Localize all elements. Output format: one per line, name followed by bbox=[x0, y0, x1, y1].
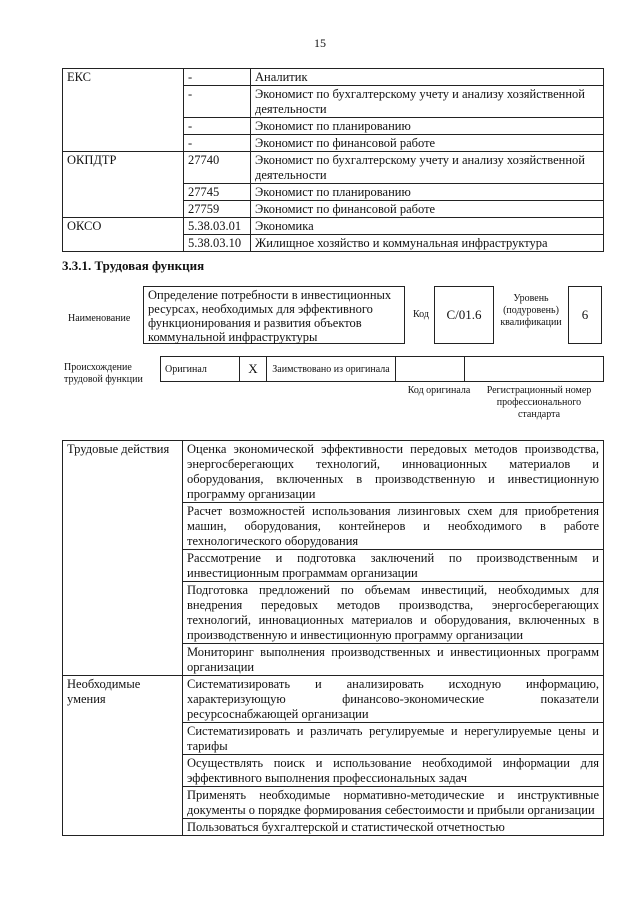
title-cell: Аналитик bbox=[251, 69, 604, 86]
code-cell: 5.38.03.01 bbox=[184, 218, 251, 235]
title-cell: Экономист по планированию bbox=[251, 184, 604, 201]
title-cell: Жилищное хозяйство и коммунальная инфраструктура bbox=[251, 235, 604, 252]
title-cell: Экономист по планированию bbox=[251, 118, 604, 135]
section-heading: 3.3.1. Трудовая функция bbox=[62, 258, 205, 273]
category-cell: Необходимые умения bbox=[63, 676, 183, 836]
group-cell: ОКСО bbox=[63, 218, 184, 252]
origin-code-label: Код оригинала bbox=[407, 385, 471, 396]
code-cell: 5.38.03.10 bbox=[184, 235, 251, 252]
labor-function-table bbox=[62, 440, 604, 836]
reg-number-label: Регистрационный номер профессионального стандарта bbox=[486, 385, 592, 420]
list-item: Расчет возможностей использования лизинговых схем для приобретения машин, оборудования, контейнеров и необходимого в работе технологического оборудования bbox=[183, 503, 604, 550]
reg-number-cell bbox=[465, 357, 604, 382]
title-cell: Экономист по финансовой работе bbox=[251, 201, 604, 218]
group-cell: ОКПДТР bbox=[63, 152, 184, 218]
group-cell: ЕКС bbox=[63, 69, 184, 152]
original-label: Оригинал bbox=[161, 357, 240, 382]
title-cell: Экономист по бухгалтерскому учету и анализу хозяйственной деятельности bbox=[251, 86, 604, 118]
list-item: Оценка экономической эффективности передовых методов производства, энергосберегающих технологий, инновационных материалов и оборудования, включенных в производственную и инвестиционную программу организации bbox=[183, 441, 604, 503]
classification-table bbox=[62, 68, 604, 252]
code-label: Код bbox=[413, 309, 429, 320]
table-row bbox=[63, 441, 604, 503]
table-row bbox=[63, 218, 604, 235]
level-label: Уровень (подуровень) квалификации bbox=[500, 293, 562, 328]
code-cell: 27740 bbox=[184, 152, 251, 184]
list-item: Применять необходимые нормативно-методические и инструктивные документы о порядке формирования себестоимости и прибыли организации bbox=[183, 787, 604, 819]
table-row bbox=[63, 676, 604, 723]
list-item: Пользоваться бухгалтерской и статистической отчетностью bbox=[183, 819, 604, 836]
original-mark: X bbox=[240, 357, 267, 382]
category-cell: Трудовые действия bbox=[63, 441, 183, 676]
origin-table bbox=[160, 356, 604, 382]
page-number: 15 bbox=[314, 36, 326, 50]
table-row bbox=[63, 69, 604, 86]
code-cell: - bbox=[184, 86, 251, 118]
list-item: Подготовка предложений по объемам инвестиций, необходимых для внедрения передовых методов производства, энергосберегающих технологий, инновационных материалов и оборудования, включенных в производственную и инвестиционную программу организации bbox=[183, 582, 604, 644]
table-row bbox=[161, 357, 604, 382]
qualification-level-box: 6 bbox=[568, 286, 602, 344]
code-cell: 27745 bbox=[184, 184, 251, 201]
name-label: Наименование bbox=[68, 313, 131, 324]
table-row bbox=[63, 152, 604, 184]
function-code-box: C/01.6 bbox=[434, 286, 494, 344]
list-item: Систематизировать и различать регулируемые и нерегулируемые цены и тарифы bbox=[183, 723, 604, 755]
title-cell: Экономист по бухгалтерскому учету и анализу хозяйственной деятельности bbox=[251, 152, 604, 184]
origin-label: Происхождение трудовой функции bbox=[64, 362, 143, 385]
list-item: Осуществлять поиск и использование необходимой информации для эффективного выполнения профессиональных задач bbox=[183, 755, 604, 787]
code-cell: - bbox=[184, 69, 251, 86]
code-cell: - bbox=[184, 118, 251, 135]
origin-code-cell bbox=[396, 357, 465, 382]
code-cell: - bbox=[184, 135, 251, 152]
code-cell: 27759 bbox=[184, 201, 251, 218]
title-cell: Экономика bbox=[251, 218, 604, 235]
list-item: Систематизировать и анализировать исходную информацию, характеризующую финансово-экономические показатели ресурсоснабжающей организации bbox=[183, 676, 604, 723]
title-cell: Экономист по финансовой работе bbox=[251, 135, 604, 152]
function-name-box: Определение потребности в инвестиционных ресурсах, необходимых для эффективного функционирования и развития объектов коммунальной инфраструктуры bbox=[143, 286, 405, 344]
list-item: Рассмотрение и подготовка заключений по производственным и инвестиционным программам организации bbox=[183, 550, 604, 582]
borrowed-label: Заимствовано из оригинала bbox=[267, 357, 396, 382]
list-item: Мониторинг выполнения производственных и инвестиционных программ организации bbox=[183, 644, 604, 676]
